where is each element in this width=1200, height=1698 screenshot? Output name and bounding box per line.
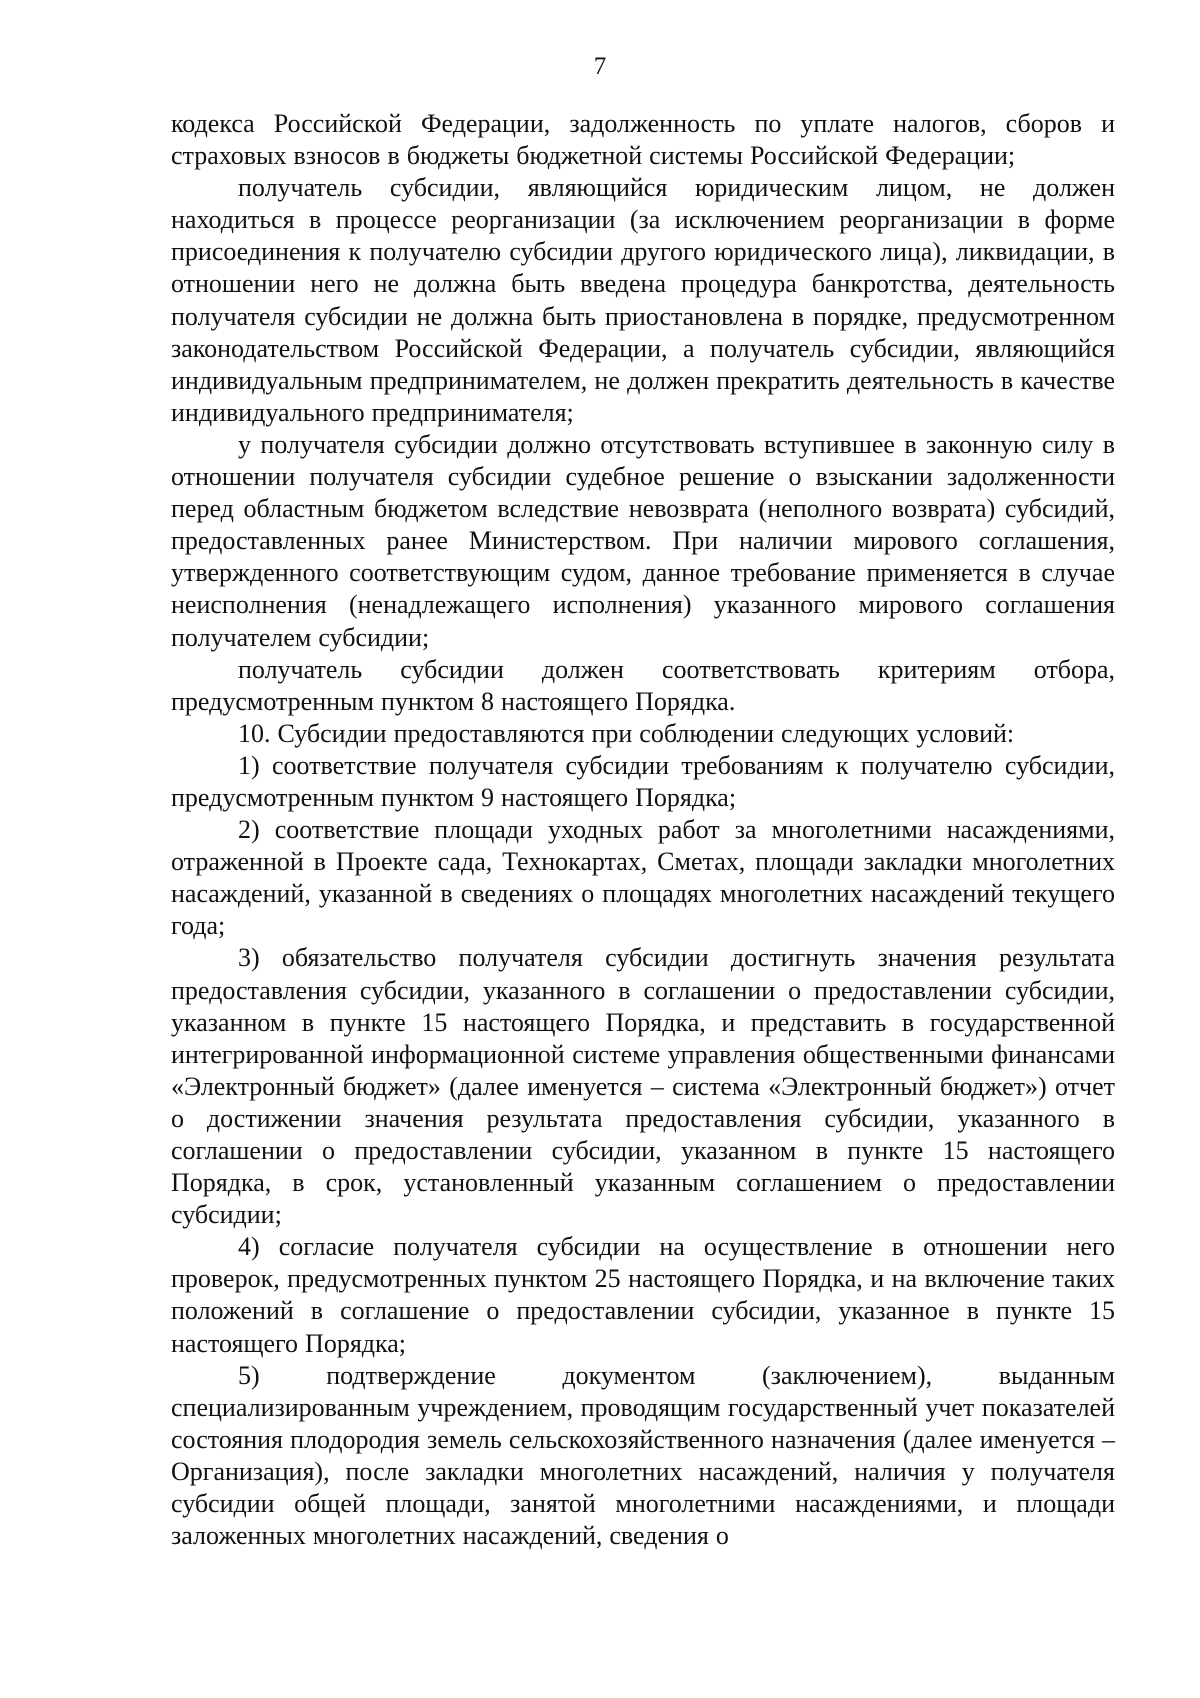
document-body <box>171 108 1115 1552</box>
paragraph-court-decision-requirement: у получателя субсидии должно отсутствовать вступившее в законную силу в отношении получателя субсидии судебное решение о взыскании задолженности перед областным бюджетом вследствие невозврата (неполного возврата) субсидий, предоставленных ранее Министерством. При наличии мирового соглашения, утвержденного соответствующим судом, данное требование применяется в случае неисполнения (ненадлежащего исполнения) указанного мирового соглашения получателем субсидии; <box>171 429 1115 652</box>
paragraph-selection-criteria: получатель субсидии должен соответствовать критериям отбора, предусмотренным пунктом 8 настоящего Порядка. <box>171 654 1115 716</box>
paragraph-condition-4: 4) согласие получателя субсидии на осуществление в отношении него проверок, предусмотренных пунктом 25 настоящего Порядка, и на включение таких положений в соглашение о предоставлении субсидии, указанное в пункте 15 настоящего Порядка; <box>171 1232 1115 1358</box>
paragraph-section-10-heading: 10. Субсидии предоставляются при соблюдении следующих условий: <box>238 718 1015 748</box>
paragraph-condition-5: 5) подтверждение документом (заключением), выданным специализированным учреждением, проводящим государственный учет показателей состояния плодородия земель сельскохозяйственного назначения (далее именуется – Организация), после закладки многолетних насаждений, наличия у получателя субсидии общей площади, занятой многолетними насаждениями, и площади заложенных многолетних насаждений, сведения о <box>171 1360 1115 1551</box>
paragraph-condition-3: 3) обязательство получателя субсидии достигнуть значения результата предоставления субсидии, указанного в соглашении о предоставлении субсидии, указанном в пункте 15 настоящего Порядка, и представить в государственной интегрированной информационной системе управления общественными финансами «Электронный бюджет» (далее именуется – система «Электронный бюджет») отчет о достижении значения результата предоставления субсидии, указанного в соглашении о предоставлении субсидии, указанном в пункте 15 настоящего Порядка, в срок, установленный указанным соглашением о предоставлении субсидии; <box>171 943 1115 1230</box>
paragraph-condition-1: 1) соответствие получателя субсидии требованиям к получателю субсидии, предусмотренным пунктом 9 настоящего Порядка; <box>171 750 1115 812</box>
paragraph-legal-entity-requirements: получатель субсидии, являющийся юридическим лицом, не должен находиться в процессе реорганизации (за исключением реорганизации в форме присоединения к получателю субсидии другого юридического лица), ликвидации, в отношении него не должна быть введена процедура банкротства, деятельность получателя субсидии не должна быть приостановлена в порядке, предусмотренном законодательством Российской Федерации, а получатель субсидии, являющийся индивидуальным предпринимателем, не должен прекратить деятельность в качестве индивидуального предпринимателя; <box>171 173 1115 427</box>
paragraph-condition-2: 2) соответствие площади уходных работ за многолетними насаждениями, отраженной в Проекте сада, Технокартах, Сметах, площади закладки многолетних насаждений, указанной в сведениях о площадях многолетних насаждений текущего года; <box>171 815 1115 941</box>
paragraph-tax-debt-continuation: кодекса Российской Федерации, задолженность по уплате налогов, сборов и страховых взносов в бюджеты бюджетной системы Российской Федерации; <box>171 109 1115 171</box>
page-number: 7 <box>593 53 607 80</box>
